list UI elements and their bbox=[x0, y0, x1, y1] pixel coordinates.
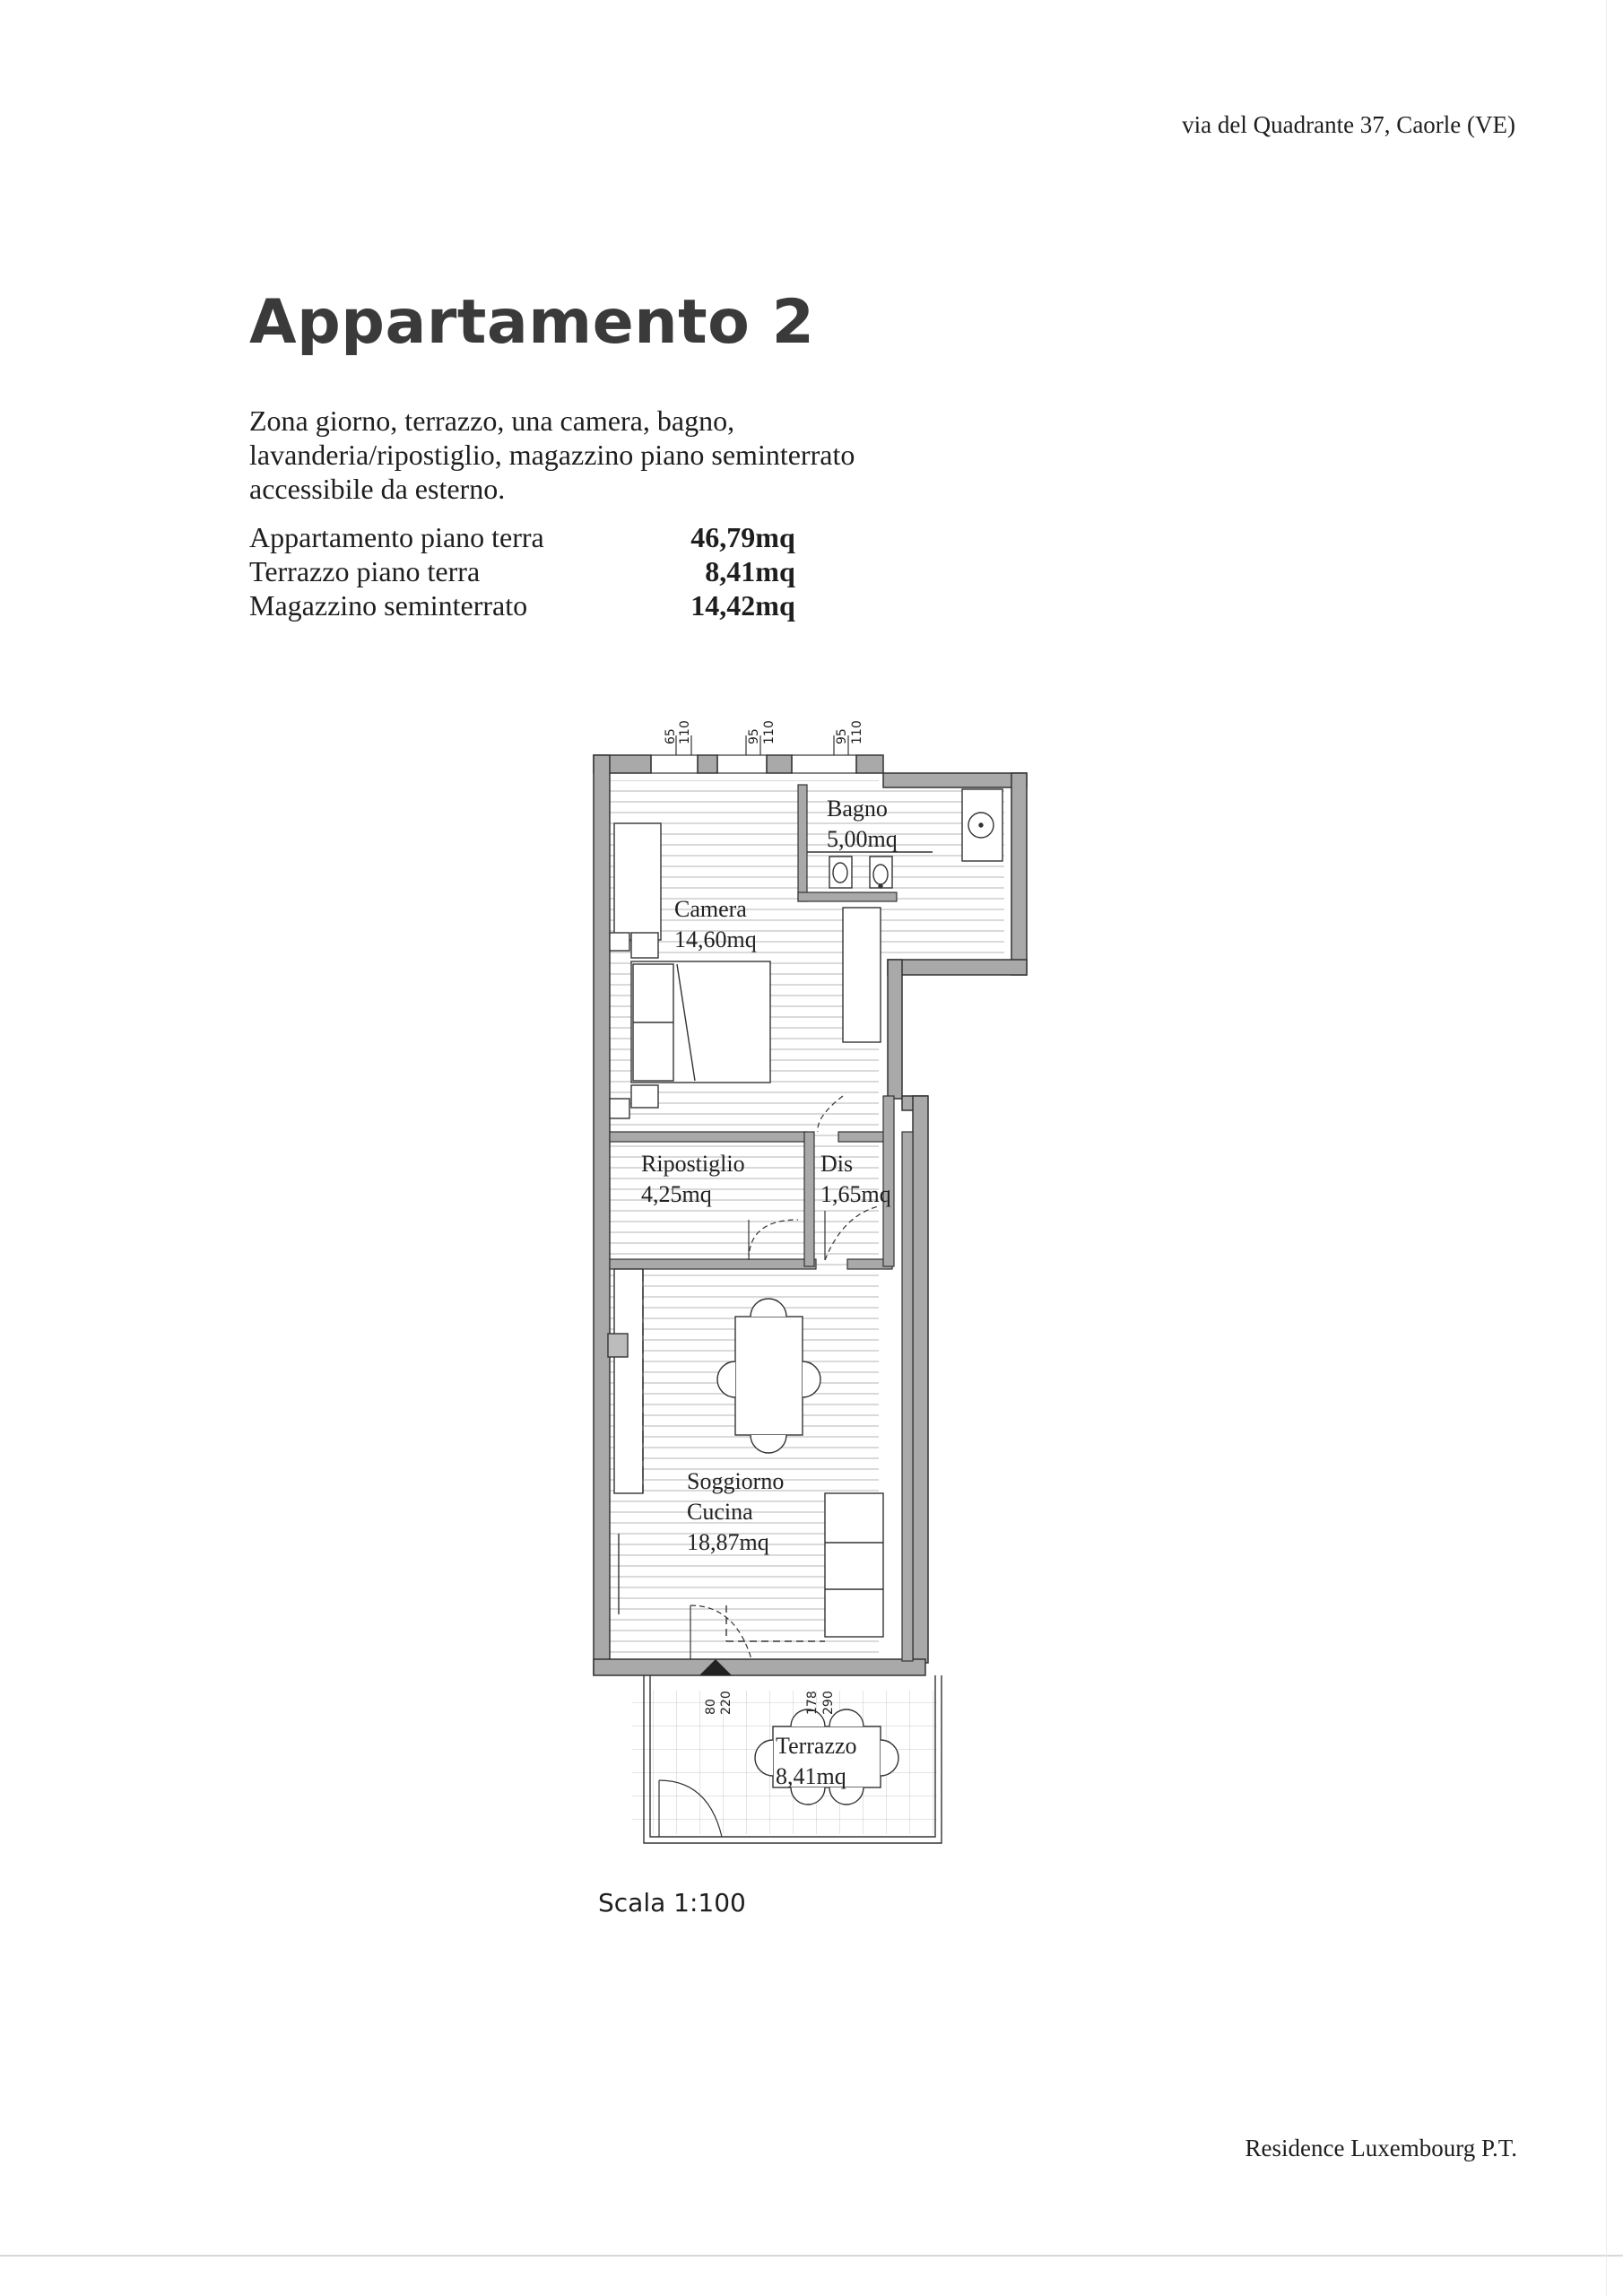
footer-residence: Residence Luxembourg P.T. bbox=[1245, 2135, 1517, 2161]
room-name: Camera bbox=[674, 896, 747, 922]
area-row bbox=[249, 520, 795, 554]
area-row bbox=[249, 588, 795, 622]
window-dim-w: 95 bbox=[747, 728, 761, 744]
area-value: 46,79mq bbox=[690, 521, 795, 553]
window-dim-w: 95 bbox=[835, 728, 849, 744]
window-dimensions bbox=[664, 720, 864, 744]
window-dim-w: 65 bbox=[664, 728, 678, 744]
room-area: 14,60mq bbox=[674, 926, 757, 952]
room-name: Terrazzo bbox=[776, 1733, 857, 1759]
door-dim-h: 220 bbox=[719, 1691, 733, 1715]
window-dim-h: 110 bbox=[762, 720, 777, 744]
scale-label: Scala 1:100 bbox=[598, 1888, 746, 1918]
room-area: 8,41mq bbox=[776, 1763, 846, 1789]
area-row bbox=[249, 554, 795, 588]
door-dim-h: 290 bbox=[821, 1691, 836, 1715]
page-edge-line bbox=[0, 2255, 1623, 2257]
floor-plan bbox=[574, 700, 1076, 1857]
page-edge-line-vertical bbox=[1606, 0, 1607, 2296]
room-name: Ripostiglio bbox=[641, 1151, 745, 1177]
description: Zona giorno, terrazzo, una camera, bagno, lavanderia/ripostiglio, magazzino piano seminterrato accessibile da esterno. bbox=[249, 404, 855, 505]
room-name-2: Cucina bbox=[687, 1499, 753, 1525]
area-value: 14,42mq bbox=[690, 589, 795, 622]
area-table bbox=[249, 520, 795, 622]
room-area: 5,00mq bbox=[827, 826, 898, 852]
room-area: 1,65mq bbox=[820, 1181, 891, 1207]
area-label: Appartamento piano terra bbox=[249, 521, 544, 553]
header-address: via del Quadrante 37, Caorle (VE) bbox=[1182, 111, 1515, 138]
window-dim-h: 110 bbox=[678, 720, 692, 744]
area-value: 8,41mq bbox=[705, 555, 795, 587]
room-area: 4,25mq bbox=[641, 1181, 712, 1207]
area-label: Magazzino seminterrato bbox=[249, 589, 528, 622]
room-name: Bagno bbox=[827, 796, 888, 822]
door-dim-w: 178 bbox=[805, 1691, 820, 1715]
room-name: Dis bbox=[820, 1151, 854, 1177]
door-dim-w: 80 bbox=[704, 1699, 718, 1715]
room-name: Soggiorno bbox=[687, 1468, 785, 1494]
room-area: 18,87mq bbox=[687, 1529, 769, 1555]
page-title: Appartamento 2 bbox=[249, 287, 815, 358]
area-label: Terrazzo piano terra bbox=[249, 555, 481, 587]
window-dim-h: 110 bbox=[850, 720, 864, 744]
